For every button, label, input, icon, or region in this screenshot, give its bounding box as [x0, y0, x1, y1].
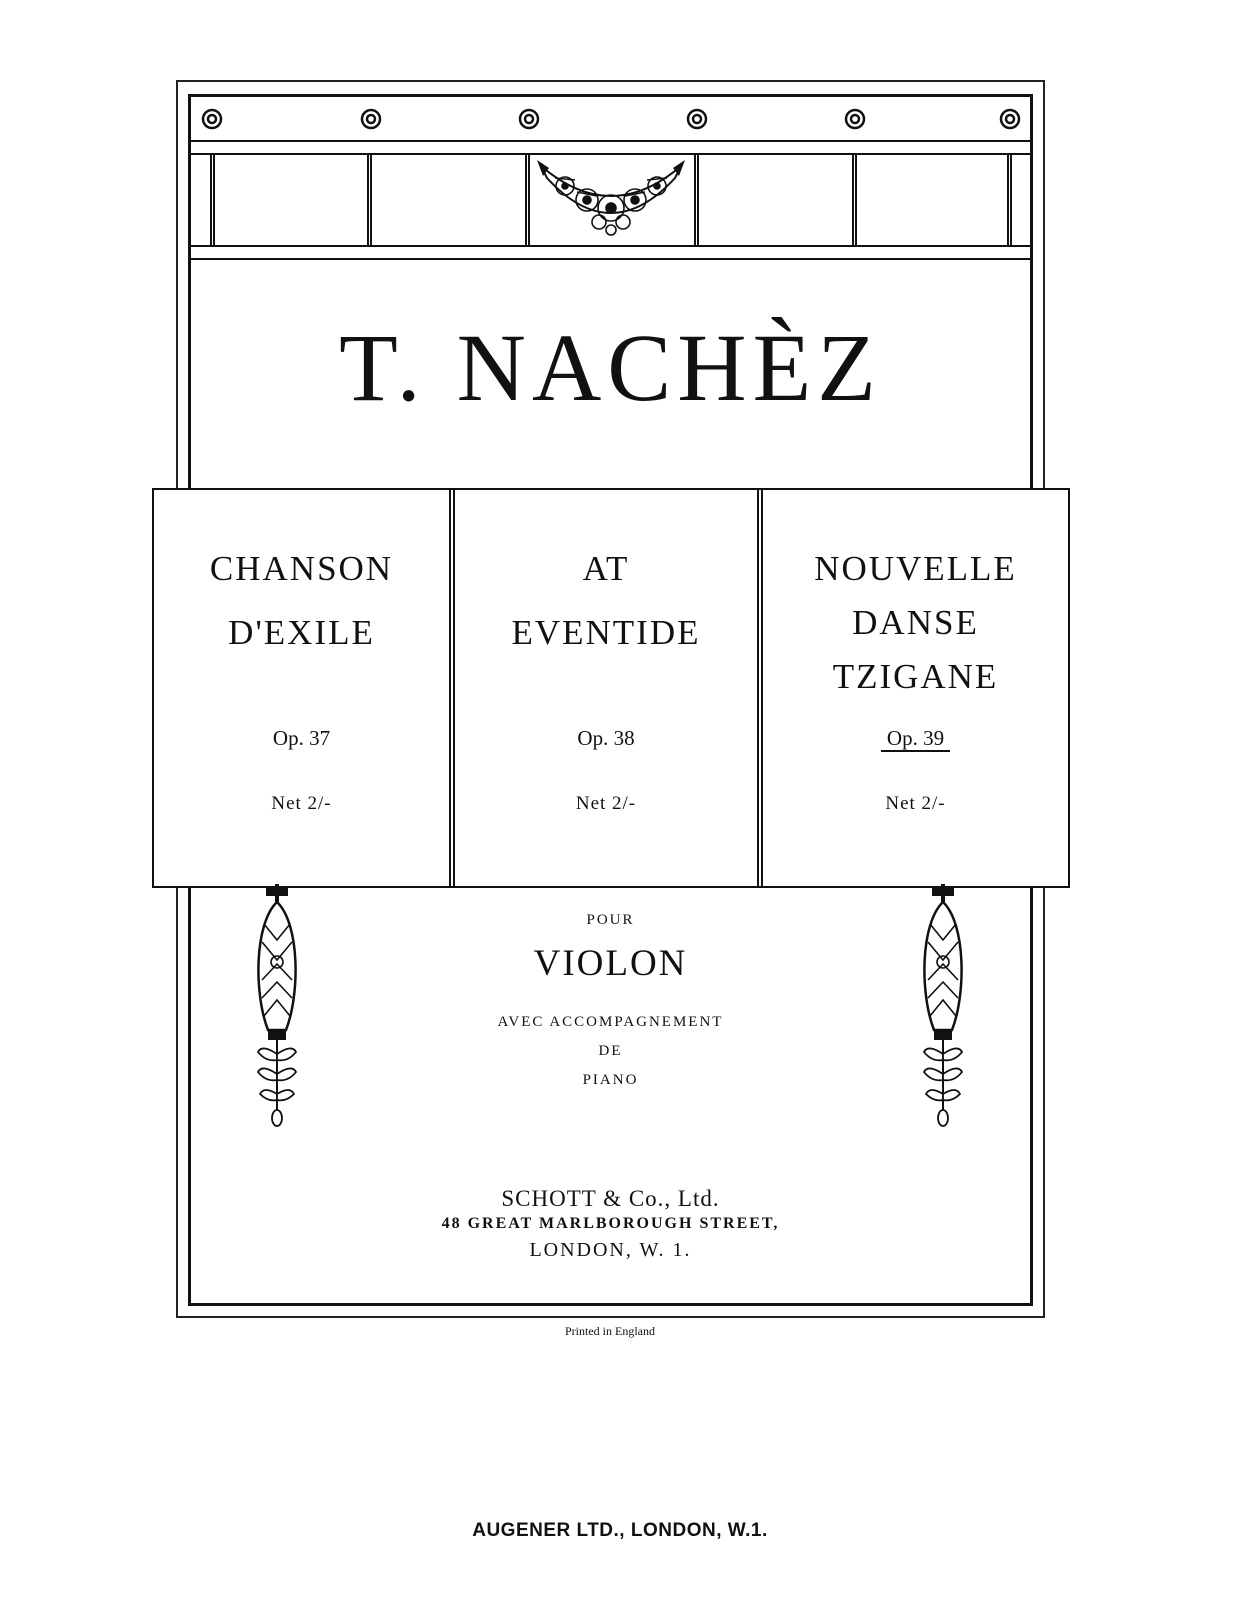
band-post [210, 155, 215, 245]
instrument-title: VIOLON [533, 943, 688, 984]
price: Net 2/- [575, 793, 637, 814]
work-column-2 [455, 490, 757, 886]
grommet-icon [844, 108, 866, 130]
band-line [190, 153, 1031, 155]
work-column-1 [154, 490, 449, 886]
band-line [190, 140, 1031, 142]
publisher-name: SCHOTT & Co., Ltd. [501, 1186, 720, 1211]
band-post [525, 155, 530, 245]
grommet-icon [999, 108, 1021, 130]
band-post [1007, 155, 1012, 245]
work-title-line: TZIGANE [832, 657, 999, 696]
accompaniment-line: DE [598, 1043, 623, 1059]
work-title-line: CHANSON [209, 549, 394, 588]
band-post [694, 155, 699, 245]
publisher-street: 48 GREAT MARLBOROUGH STREET, [441, 1215, 780, 1232]
opus-number [763, 726, 1068, 751]
grommet-icon [201, 108, 223, 130]
accompaniment-line: PIANO [582, 1072, 639, 1088]
work-title [455, 542, 757, 660]
work-title-line: AT [582, 549, 630, 588]
composer-name: T. NACHÈZ [339, 314, 882, 421]
work-title [154, 542, 449, 660]
opus-number-text: Op. 39 [881, 726, 950, 752]
grommet-icon [518, 108, 540, 130]
price: Net 2/- [271, 793, 332, 814]
work-column-3 [763, 490, 1068, 886]
band-post [852, 155, 857, 245]
opus-number: Op. 38 [577, 726, 635, 750]
floral-garland-icon [535, 156, 687, 242]
work-title-line: NOUVELLE [814, 549, 1017, 588]
work-title-line: D'EXILE [228, 613, 375, 652]
printed-note: Printed in England [565, 1324, 655, 1338]
work-title-line: DANSE [852, 603, 979, 642]
pour-label: POUR [586, 912, 635, 928]
grommet-icon [360, 108, 382, 130]
grommet-icon [686, 108, 708, 130]
publisher-city: LONDON, W. 1. [529, 1239, 692, 1261]
price: Net 2/- [885, 793, 946, 814]
band-line [190, 258, 1031, 260]
work-title-line: EVENTIDE [511, 613, 701, 652]
band-post [367, 155, 372, 245]
work-title [763, 542, 1068, 704]
band-line [190, 245, 1031, 247]
opus-number: Op. 37 [272, 726, 331, 750]
augener-footer: AUGENER LTD., LONDON, W.1. [472, 1520, 768, 1541]
accompaniment-line: AVEC ACCOMPAGNEMENT [497, 1014, 724, 1030]
